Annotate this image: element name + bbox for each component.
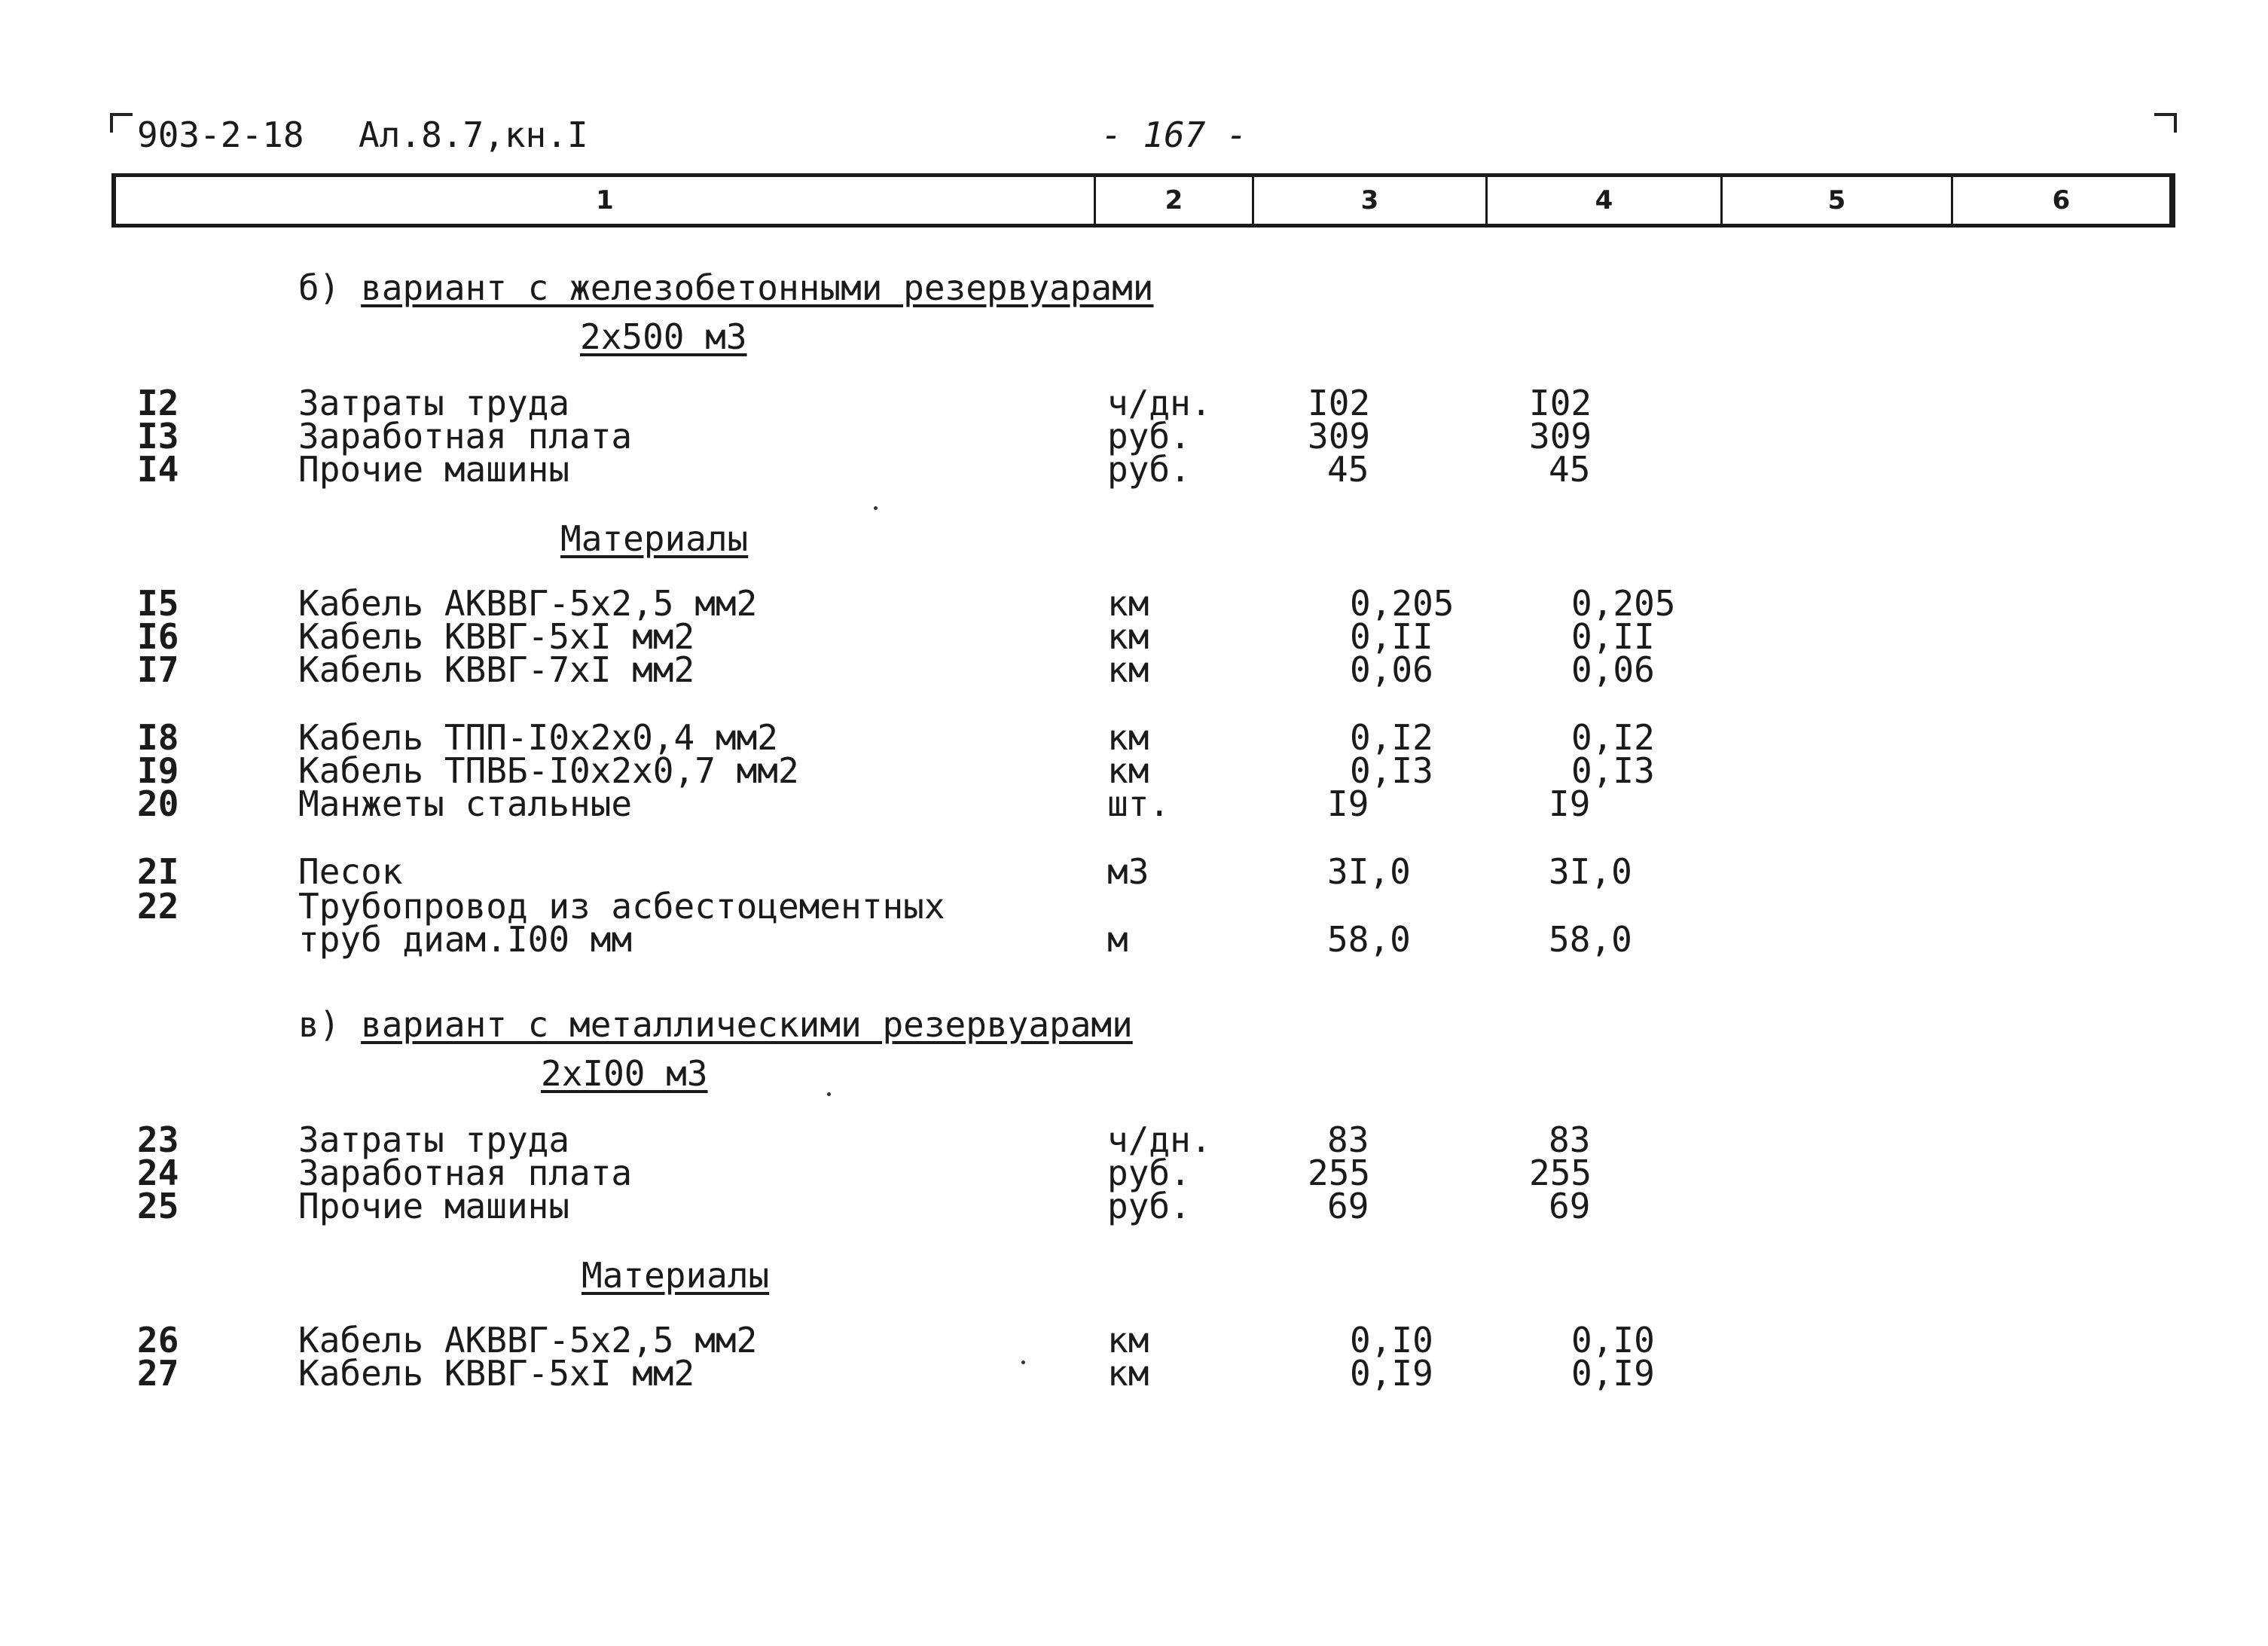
row-number: 2I xyxy=(137,851,179,892)
table-row xyxy=(0,851,2268,892)
row-number: I5 xyxy=(137,583,179,624)
scan-speck xyxy=(827,1092,831,1096)
row-number: 20 xyxy=(137,783,179,824)
row-unit: км xyxy=(1107,616,1149,657)
row-value-col3: 0,II xyxy=(1350,616,1433,657)
section-v-capacity-text: 2хI00 м3 xyxy=(541,1053,708,1094)
row-value-col3: 0,205 xyxy=(1350,583,1455,624)
row-name: Манжеты стальные xyxy=(298,783,633,824)
row-value-col3: 255 xyxy=(1308,1153,1371,1193)
page-number: - 167 - xyxy=(1101,115,1247,155)
scan-speck xyxy=(874,506,878,510)
column-header-4: 4 xyxy=(1485,177,1720,224)
table-row xyxy=(0,783,2268,824)
section-b-heading xyxy=(298,267,1153,308)
row-value-col3: I9 xyxy=(1327,783,1369,824)
row-value-col4: 83 xyxy=(1549,1119,1591,1160)
row-value-col4: 0,I3 xyxy=(1571,750,1655,791)
row-name: Прочие машины xyxy=(298,1186,570,1226)
corner-mark-left xyxy=(110,113,133,133)
row-value-col4: 0,I9 xyxy=(1571,1353,1655,1394)
row-value-col3: I02 xyxy=(1308,383,1371,423)
row-name: Кабель АКВВГ-5х2,5 мм2 xyxy=(298,1320,758,1360)
row-value-col4: 0,I2 xyxy=(1571,717,1655,758)
row-name: Кабель КВВГ-7хI мм2 xyxy=(298,649,695,690)
table-row xyxy=(0,649,2268,690)
row-unit: м3 xyxy=(1107,851,1149,892)
scan-speck xyxy=(1021,1360,1025,1364)
row-unit: км xyxy=(1107,750,1149,791)
row-value-col3: 58,0 xyxy=(1327,919,1411,960)
row-name: Песок xyxy=(298,851,403,892)
row-number: I4 xyxy=(137,449,179,490)
section-v-prefix: в) xyxy=(298,1004,340,1045)
row-number: 25 xyxy=(137,1186,179,1226)
column-header-5: 5 xyxy=(1720,177,1951,224)
row-value-col4: 255 xyxy=(1529,1153,1592,1193)
row-value-col4: 309 xyxy=(1529,416,1592,457)
table-row xyxy=(0,1353,2268,1394)
row-name: Кабель АКВВГ-5х2,5 мм2 xyxy=(298,583,758,624)
section-b-capacity-text: 2х500 м3 xyxy=(580,316,747,357)
row-number: I7 xyxy=(137,649,179,690)
row-number: I8 xyxy=(137,717,179,758)
section-v-materials-heading xyxy=(581,1255,769,1296)
column-header-1: 1 xyxy=(596,185,614,215)
row-name: Кабель ТПВБ-I0х2х0,7 мм2 xyxy=(298,750,799,791)
column-header-2: 2 xyxy=(1094,177,1252,224)
row-value-col4: 0,II xyxy=(1571,616,1655,657)
row-unit: м xyxy=(1107,919,1128,960)
row-value-col3: 69 xyxy=(1327,1186,1369,1226)
section-v-heading xyxy=(298,1004,1133,1045)
row-name: Заработная плата xyxy=(298,1153,633,1193)
section-b-prefix: б) xyxy=(298,267,340,308)
materials-label: Материалы xyxy=(560,518,749,559)
row-unit: ч/дн. xyxy=(1107,1119,1212,1160)
row-value-col3: 0,I9 xyxy=(1350,1353,1433,1394)
section-b-materials-heading xyxy=(560,518,748,559)
row-number: 23 xyxy=(137,1119,179,1160)
row-value-col4: 0,I0 xyxy=(1571,1320,1655,1360)
row-value-col3: 0,I3 xyxy=(1350,750,1433,791)
row-unit: руб. xyxy=(1107,1153,1191,1193)
row-unit: руб. xyxy=(1107,449,1191,490)
column-header-3: 3 xyxy=(1252,177,1485,224)
row-value-col3: 83 xyxy=(1327,1119,1369,1160)
row-number: I9 xyxy=(137,750,179,791)
row-unit: км xyxy=(1107,1353,1149,1394)
row-value-col4: 0,06 xyxy=(1571,649,1655,690)
row-number: 27 xyxy=(137,1353,179,1394)
section-b-capacity xyxy=(580,316,747,357)
row-value-col4: 0,205 xyxy=(1571,583,1676,624)
materials-label: Материалы xyxy=(581,1255,770,1296)
section-v-capacity xyxy=(541,1053,708,1094)
row-name: Затраты труда xyxy=(298,383,570,423)
row-number: 26 xyxy=(137,1320,179,1360)
row-value-col4: I02 xyxy=(1529,383,1592,423)
table-row xyxy=(0,449,2268,490)
row-number: 22 xyxy=(137,886,179,927)
row-name: Кабель ТПП-I0х2х0,4 мм2 xyxy=(298,717,778,758)
row-value-col3: 45 xyxy=(1327,449,1369,490)
row-number: I2 xyxy=(137,383,179,423)
row-name: Прочие машины xyxy=(298,449,570,490)
album-reference: Ал.8.7,кн.I xyxy=(359,115,588,155)
row-name: Заработная плата xyxy=(298,416,633,457)
table-row xyxy=(0,1186,2268,1226)
row-value-col3: 0,06 xyxy=(1350,649,1433,690)
row-value-col4: I9 xyxy=(1549,783,1591,824)
row-unit: руб. xyxy=(1107,1186,1191,1226)
row-name: Трубопровод из асбестоцементных xyxy=(298,886,945,927)
row-value-col4: 3I,0 xyxy=(1549,851,1632,892)
row-value-col3: 309 xyxy=(1308,416,1371,457)
corner-mark-right xyxy=(2154,113,2177,133)
row-unit: км xyxy=(1107,649,1149,690)
document-code: 903-2-18 xyxy=(137,115,304,155)
row-value-col4: 58,0 xyxy=(1549,919,1632,960)
row-unit: шт. xyxy=(1107,783,1171,824)
row-unit: км xyxy=(1107,717,1149,758)
row-name: Кабель КВВГ-5хI мм2 xyxy=(298,616,695,657)
column-header-6: 6 xyxy=(1951,177,2169,224)
table-row xyxy=(0,886,2268,960)
row-number: I3 xyxy=(137,416,179,457)
column-header-table xyxy=(111,173,2175,228)
section-v-title: вариант с металлическими резервуарами xyxy=(361,1004,1133,1045)
section-b-title: вариант с железобетонными резервуарами xyxy=(361,267,1154,308)
row-unit: руб. xyxy=(1107,416,1191,457)
row-number: 24 xyxy=(137,1153,179,1193)
row-number: I6 xyxy=(137,616,179,657)
row-value-col4: 69 xyxy=(1549,1186,1591,1226)
row-name-continued: труб диам.I00 мм xyxy=(298,919,633,960)
row-unit: км xyxy=(1107,1320,1149,1360)
row-value-col4: 45 xyxy=(1549,449,1591,490)
row-value-col3: 3I,0 xyxy=(1327,851,1411,892)
row-value-col3: 0,I2 xyxy=(1350,717,1433,758)
row-value-col3: 0,I0 xyxy=(1350,1320,1433,1360)
row-name: Кабель КВВГ-5хI мм2 xyxy=(298,1353,695,1394)
row-unit: км xyxy=(1107,583,1149,624)
row-name: Затраты труда xyxy=(298,1119,570,1160)
row-unit: ч/дн. xyxy=(1107,383,1212,423)
